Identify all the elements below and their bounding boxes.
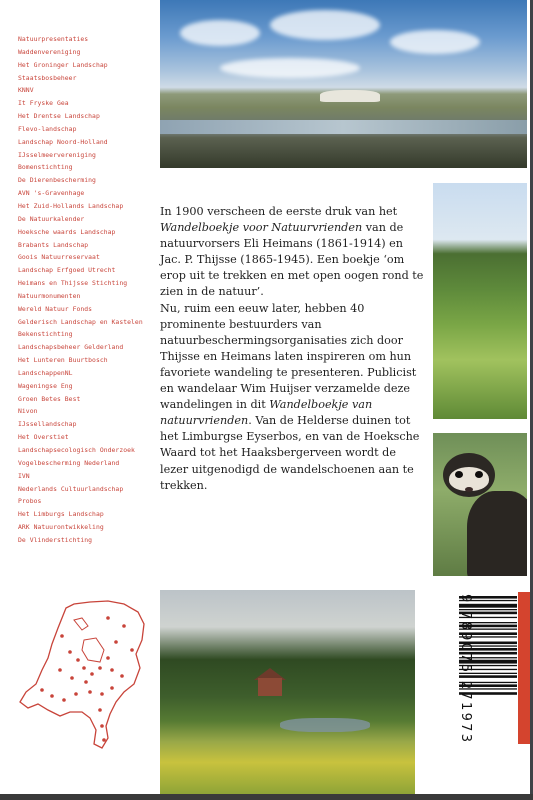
netherlands-map-icon	[12, 598, 152, 753]
organisation-list-item: De Dierenbescherming	[18, 176, 96, 185]
blurb-paragraph-2: Nu, ruim een eeuw later, hebben 40 prominente bestuurders van natuurbeschermingsorganisaties zich door Thijsse en Heimans laten inspireren om hun favoriete wandeling te presenteren. Publicist en wandelaar Wim Huijser verzamelde deze wandelingen in dit Wandelboekje van natuurvrienden. Van de Helderse duinen tot het Limburgse Eyserbos, en van de Hoeksche Waard tot het Haaksbergerveen wordt de lezer uitgenodigd de wandelschoenen aan te trekken.	[160, 301, 420, 492]
organisation-list-item: Wageningse Eng	[18, 381, 73, 390]
organisation-list-item: Het Overstiet	[18, 433, 69, 442]
organisation-list-item: LandschappenNL	[18, 368, 73, 377]
meadow-photo	[433, 183, 527, 419]
organisation-list-item: Natuurpresentaties	[18, 35, 89, 43]
organisation-list-item: Probos	[18, 497, 42, 506]
organisation-list-item: Bekenstichting	[18, 330, 73, 339]
organisation-list-item: Nederlands Cultuurlandschap	[18, 484, 124, 493]
organisation-list-item: IJsselmeervereniging	[18, 150, 96, 159]
organisation-list-item: Heimans en Thijsse Stichting	[18, 279, 128, 288]
dune-landscape-photo	[160, 0, 527, 168]
organisation-list-item: De Vlinderstichting	[18, 535, 93, 544]
organisation-list-item: KNNV	[18, 86, 34, 95]
organisation-list-item: Landschap Erfgoed Utrecht	[18, 266, 116, 275]
organisation-list-item: Waddenvereniging	[18, 47, 81, 56]
organisation-list-item: Het Lunteren Buurtbosch	[18, 356, 108, 365]
organisation-list-item: Natuurmonumenten	[18, 291, 81, 300]
barcode-bars	[429, 592, 520, 744]
organisation-list-item: It Fryske Gea	[18, 99, 69, 108]
organisation-list-item: Landschapsecologisch Onderzoek	[18, 446, 135, 454]
organisation-list-item: IJssellandschap	[18, 420, 77, 429]
organisation-list	[18, 33, 168, 547]
bottom-edge	[0, 794, 533, 800]
organisation-list-item: Het Groninger Landschap	[18, 60, 108, 69]
organisation-list-item: Hoeksche waards Landschap	[18, 227, 116, 236]
barcode-digits: 9 789075 271973	[458, 594, 473, 745]
organisation-list-item: Flevo-landschap	[18, 124, 77, 133]
organisation-list-item: Het Drentse Landschap	[18, 112, 100, 121]
organisation-list-item: IVN	[18, 471, 30, 480]
organisation-list-item: Nivon	[18, 407, 38, 416]
organisation-list-item: Brabants Landschap	[18, 240, 89, 249]
organisation-list-item: Landschap Noord-Holland	[18, 137, 108, 146]
back-cover-blurb	[160, 204, 426, 494]
barcode	[429, 592, 520, 744]
organisation-list-item: De Natuurkalender	[18, 214, 85, 223]
polder-landscape-photo	[160, 590, 415, 795]
organisation-list-item: ARK Natuurontwikkeling	[18, 523, 104, 532]
organisation-list-item: Goois Natuurreservaat	[18, 253, 100, 262]
organisation-list-item: Wereld Natuur Fonds	[18, 304, 93, 313]
organisation-list-item: Groen Betes Best	[18, 394, 81, 403]
organisation-list-item: Landschapsbeheer Gelderland	[18, 343, 124, 352]
ferret-photo	[433, 433, 527, 576]
price-tag-bar	[518, 592, 530, 744]
organisation-list-item: Het Zuid-Hollands Landschap	[18, 201, 124, 210]
organisation-list-item: AVN 's-Gravenhage	[18, 189, 85, 198]
organisation-list-item: Het Limburgs Landschap	[18, 510, 104, 519]
organisation-list-item: Gelderisch Landschap en Kastelen	[18, 317, 143, 326]
organisation-list-item: Vogelbescherming Nederland	[18, 458, 120, 467]
organisation-list-item: Staatsbosbeheer	[18, 73, 77, 82]
organisation-list-item: Bomenstichting	[18, 163, 73, 172]
blurb-paragraph-1: In 1900 verscheen de eerste druk van het Wandelboekje voor Natuurvrienden van de natuurvorsers Eli Heimans (1861-1914) en Jac. P. Thijsse (1865-1945). Een boekje ‘om erop uit te trekken en met open oogen rond te zien in de natuur’.	[160, 205, 424, 299]
